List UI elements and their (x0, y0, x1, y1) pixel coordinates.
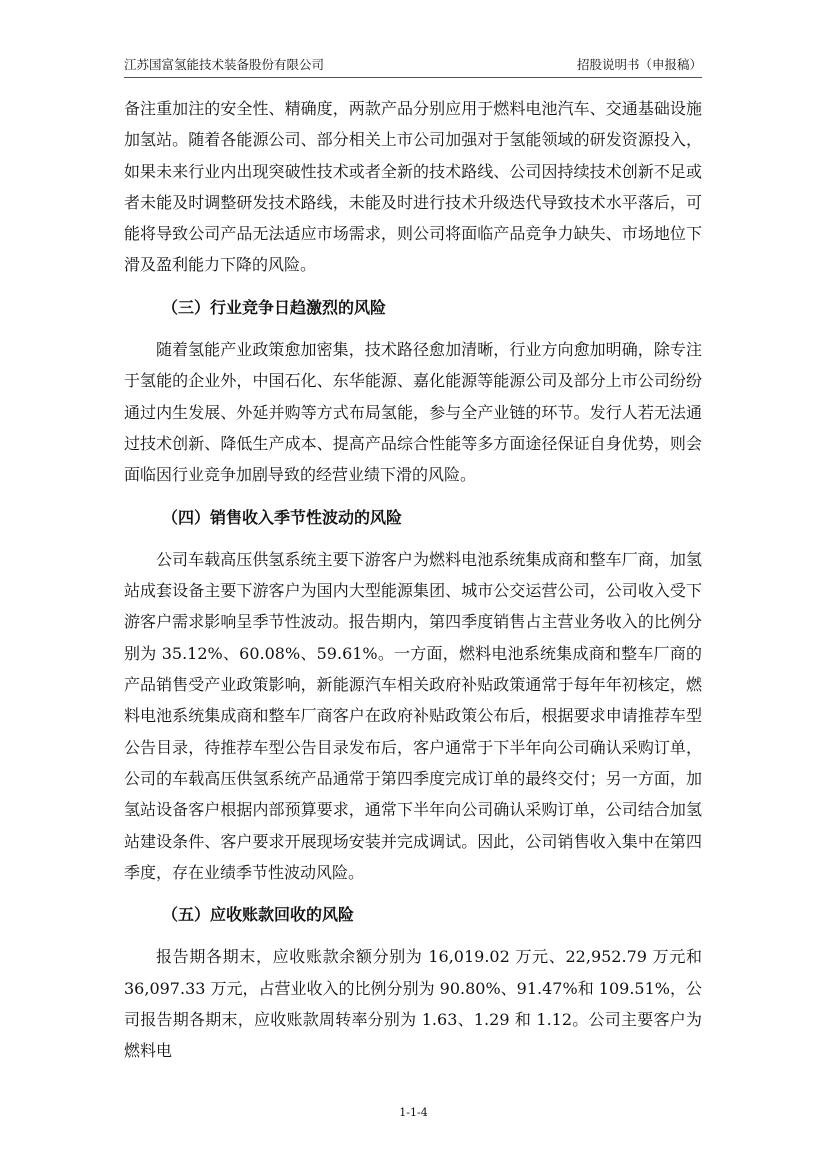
paragraph-industry-competition: 随着氢能产业政策愈加密集，技术路径愈加清晰，行业方向愈加明确，除专注于氢能的企业外，中国石化、东华能源、嘉化能源等能源公司及部分上市公司纷纷通过内生发展、外延并购等方式布局氢能，参与全产业链的环节。发行人若无法通过技术创新、降低生产成本、提高产品综合性能等多方面途径保证自身优势，则会面临因行业竞争加剧导致的经营业绩下滑的风险。 (124, 340, 702, 485)
paragraph-seasonal-revenue: 公司车载高压供氢系统主要下游客户为燃料电池系统集成商和整车厂商，加氢站成套设备主要下游客户为国内大型能源集团、城市公交运营公司，公司收入受下游客户需求影响呈季节性波动。报告期内，第四季度销售占主营业务收入的比例分别为 35.12%、60.08%、59.61%。一方面，燃料电池系统集成商和整车厂商的产品销售受产业政策影响，新能源汽车相关政府补贴政策通常于每年年初核定，燃料电池系统集成商和整车厂商客户在政府补贴政策公布后，根据要求申请推荐车型公告目录，待推荐车型公告目录发布后，客户通常于下半年向公司确认采购订单，公司的车载高压供氢系统产品通常于第四季度完成订单的最终交付；另一方面，加氢站设备客户根据内部预算要求，通常下半年向公司确认采购订单，公司结合加氢站建设条件、客户要求开展现场安装并完成调试。因此，公司销售收入集中在第四季度，存在业绩季节性波动风险。 (124, 549, 702, 882)
paragraph-receivables: 报告期各期末，应收账款余额分别为 16,019.02 万元、22,952.79 万元和 36,097.33 万元，占营业收入的比例分别为 90.80%、91.47%和 109.51%，公司报告期各期末，应收账款周转率分别为 1.63、1.29 和 1.12。公司主要客户为燃料电 (124, 947, 702, 1061)
section-heading-4: （四）销售收入季节性波动的风险 (162, 507, 403, 527)
header-company-name: 江苏国富氢能技术装备股份有限公司 (124, 57, 325, 72)
section-heading-3: （三）行业竞争日趋激烈的风险 (162, 297, 387, 317)
section-heading-5: （五）应收账款回收的风险 (162, 905, 355, 925)
document-body (124, 93, 702, 1067)
header-document-title: 招股说明书（申报稿） (576, 57, 702, 72)
paragraph-continued: 备注重加注的安全性、精确度，两款产品分别应用于燃料电池汽车、交通基础设施加氢站。随着各能源公司、部分相关上市公司加强对于氢能领域的研发资源投入，如果未来行业内出现突破性技术或者全新的技术路线、公司因持续技术创新不足或者未能及时调整研发技术路线，未能及时进行技术升级迭代导致技术水平落后，可能将导致公司产品无法适应市场需求，则公司将面临产品竞争力缺失、市场地位下滑及盈利能力下降的风险。 (124, 99, 702, 275)
page-header (124, 53, 702, 78)
page-number: 1-1-4 (399, 1106, 428, 1119)
